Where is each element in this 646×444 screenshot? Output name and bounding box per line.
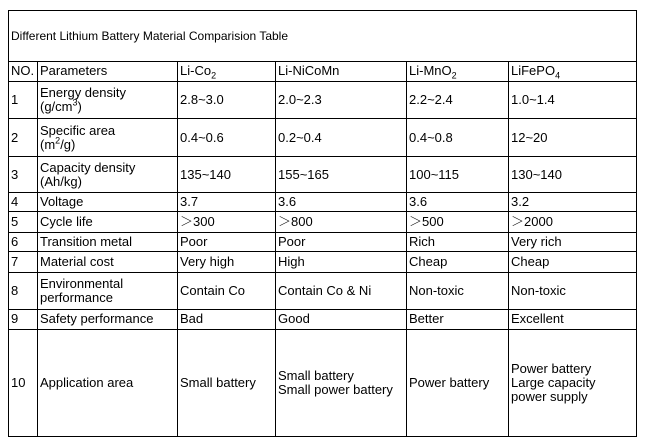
- table-row: [9, 232, 637, 251]
- row-number: 10: [9, 329, 38, 436]
- header-material-4-base: LiFePO: [511, 63, 556, 79]
- header-material-2-base: Li-NiCoMn: [278, 63, 340, 79]
- parameter-cell: [38, 309, 178, 329]
- parameter-label-line2: performance: [40, 290, 113, 306]
- parameter-cell: [38, 156, 178, 192]
- parameter-cell: [38, 329, 178, 436]
- table-row: [9, 81, 637, 118]
- value-cell: [276, 329, 407, 436]
- value-cell: Good: [276, 309, 407, 329]
- table-title: Different Lithium Battery Material Comparision Table: [9, 11, 637, 62]
- header-material-3: [407, 62, 509, 82]
- parameter-cell: [38, 251, 178, 273]
- table-title-row: [9, 11, 637, 62]
- table-row: [9, 251, 637, 273]
- value-cell: Excellent: [509, 309, 637, 329]
- table-row: [9, 309, 637, 329]
- header-material-1-base: Li-Co: [180, 63, 212, 79]
- value-line: Small battery: [278, 367, 354, 383]
- value-cell: [407, 329, 509, 436]
- row-number: 1: [9, 81, 38, 118]
- header-material-3-base: Li-MnO: [409, 63, 452, 79]
- value-cell: 0.4~0.8: [407, 119, 509, 156]
- value-cell: 155~165: [276, 156, 407, 192]
- row-number: 8: [9, 273, 38, 309]
- table-row: [9, 156, 637, 192]
- parameter-label: Specific area: [40, 122, 116, 138]
- parameter-label: Application area: [40, 374, 134, 390]
- value-line: power supply: [511, 388, 588, 404]
- value-cell: 2.0~2.3: [276, 81, 407, 118]
- parameter-label: Capacity density: [40, 159, 136, 175]
- value-cell: [178, 329, 276, 436]
- row-number: 6: [9, 232, 38, 251]
- header-material-4: [509, 62, 637, 82]
- value-cell: ＞800: [276, 211, 407, 232]
- value-cell: [509, 329, 637, 436]
- value-line: Small battery: [180, 374, 256, 390]
- row-number: 2: [9, 119, 38, 156]
- table-row: [9, 193, 637, 212]
- value-cell: Cheap: [407, 251, 509, 273]
- parameter-unit-prefix: (m: [40, 136, 56, 152]
- value-line: Large capacity: [511, 374, 596, 390]
- value-cell: 3.6: [276, 193, 407, 212]
- parameter-label: Cycle life: [40, 213, 93, 229]
- parameter-cell: [38, 273, 178, 309]
- value-cell: Rich: [407, 232, 509, 251]
- value-cell: Better: [407, 309, 509, 329]
- parameter-cell: [38, 211, 178, 232]
- parameter-cell: [38, 81, 178, 118]
- parameter-cell: [38, 232, 178, 251]
- value-cell: Cheap: [509, 251, 637, 273]
- parameter-label: Energy density: [40, 85, 126, 101]
- table-row: [9, 119, 637, 156]
- value-cell: Contain Co: [178, 273, 276, 309]
- value-line: Power battery: [409, 374, 490, 390]
- parameter-unit-suffix: ): [77, 99, 82, 115]
- value-cell: Very rich: [509, 232, 637, 251]
- value-cell: Poor: [276, 232, 407, 251]
- table-row: [9, 273, 637, 309]
- value-cell: Non-toxic: [407, 273, 509, 309]
- parameter-label: Voltage: [40, 194, 84, 210]
- parameter-unit: [40, 97, 177, 115]
- value-line: Small power battery: [278, 381, 393, 397]
- row-number: 4: [9, 193, 38, 212]
- header-no: NO.: [9, 62, 38, 82]
- value-cell: Bad: [178, 309, 276, 329]
- table-row: [9, 329, 637, 436]
- parameter-label: Transition metal: [40, 233, 132, 249]
- value-line: Power battery: [511, 360, 592, 376]
- header-material-2: [276, 62, 407, 82]
- parameter-label: Safety performance: [40, 311, 154, 327]
- parameter-label-line2: (Ah/kg): [40, 173, 82, 189]
- header-material-4-sub: 4: [555, 71, 561, 81]
- row-number: 9: [9, 309, 38, 329]
- value-cell: ＞300: [178, 211, 276, 232]
- value-cell: ＞500: [407, 211, 509, 232]
- header-material-1-sub: 2: [211, 71, 217, 81]
- value-cell: 0.4~0.6: [178, 119, 276, 156]
- row-number: 5: [9, 211, 38, 232]
- value-cell: Poor: [178, 232, 276, 251]
- parameter-unit-prefix: (g/cm: [40, 99, 73, 115]
- row-number: 3: [9, 156, 38, 192]
- value-cell: High: [276, 251, 407, 273]
- value-cell: 130~140: [509, 156, 637, 192]
- row-number: 7: [9, 251, 38, 273]
- value-cell: 135~140: [178, 156, 276, 192]
- parameter-unit-superscript: 3: [72, 97, 78, 108]
- parameter-label: Material cost: [40, 253, 114, 269]
- table-header-row: [9, 62, 637, 82]
- value-cell: 0.2~0.4: [276, 119, 407, 156]
- parameter-unit: [40, 135, 177, 152]
- value-cell: 100~115: [407, 156, 509, 192]
- parameter-cell: [38, 119, 178, 156]
- value-cell: Non-toxic: [509, 273, 637, 309]
- value-cell: Very high: [178, 251, 276, 273]
- parameter-unit-suffix: /g): [60, 136, 76, 152]
- value-cell: 3.6: [407, 193, 509, 212]
- header-material-3-sub: 2: [451, 71, 457, 81]
- table-body: [9, 81, 637, 436]
- value-cell: Contain Co & Ni: [276, 273, 407, 309]
- header-material-1: [178, 62, 276, 82]
- header-parameters: Parameters: [38, 62, 178, 82]
- value-cell: 12~20: [509, 119, 637, 156]
- parameter-unit-superscript: 2: [55, 135, 61, 146]
- parameter-label: Environmental: [40, 276, 124, 292]
- value-cell: 3.7: [178, 193, 276, 212]
- value-cell: 1.0~1.4: [509, 81, 637, 118]
- table-row: [9, 211, 637, 232]
- value-cell: 2.8~3.0: [178, 81, 276, 118]
- value-cell: ＞2000: [509, 211, 637, 232]
- value-cell: 3.2: [509, 193, 637, 212]
- value-cell: 2.2~2.4: [407, 81, 509, 118]
- parameter-cell: [38, 193, 178, 212]
- comparison-table: [8, 10, 637, 437]
